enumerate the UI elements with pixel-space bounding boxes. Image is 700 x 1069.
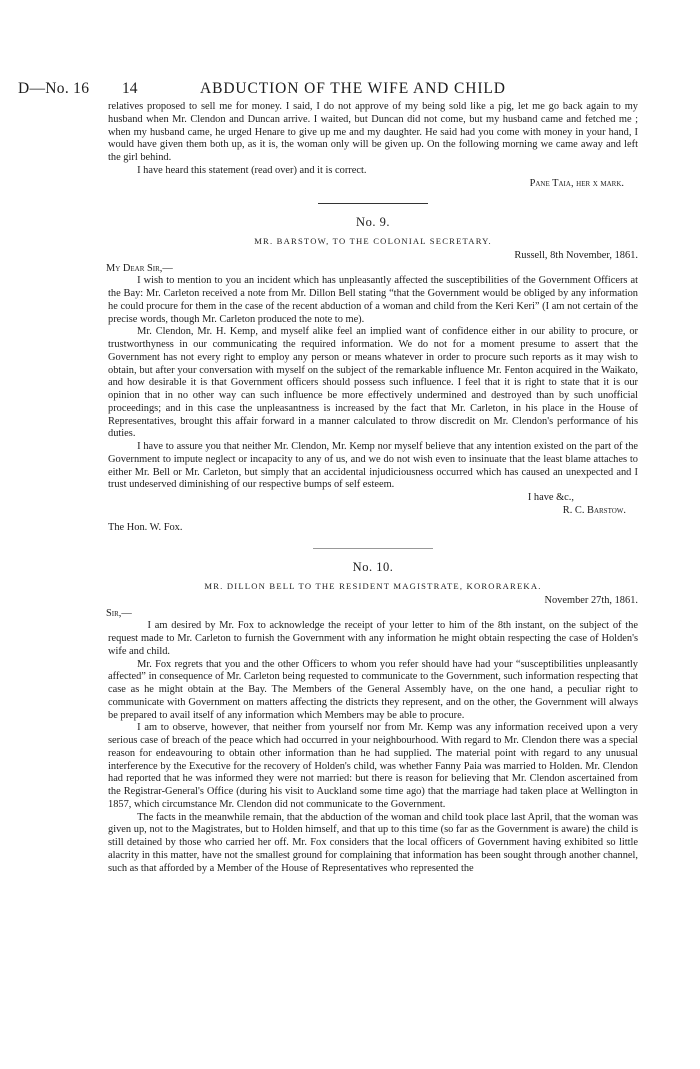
letter-10-salutation: Sir,— [106,607,132,619]
continuation-paragraph: relatives proposed to sell me for money. I said, I do not approve of my being sold like a pig, let me go back again to my husband when Mr. Clendon and Duncan arrive. I waited, but Duncan did not come, but my husband came and fetched me ; when my husband came, he urged Henare to give up me and my daughter. He said had you come with money in your hand, I would have given them both up, as it is, the woman only will be given up. On the following morning we came away and left the girl behind. [108,101,638,163]
letter-10-paragraph: The facts in the meanwhile remain, that the abduction of the woman and child took place last April, that the woman was given up, not to the Magistrates, but to Holden himself, and that up to this time (so far as the Government is aware) the child is still detained by those who carried her off. Mr. Fox considers that the local officers of Government having exhibited so little alacrity in this matter, have not the smallest ground for complaining that information has been sought through another channel, such as that afforded by a Member of the House of Representatives who represented the [108,811,638,874]
running-title: ABDUCTION OF THE WIFE AND CHILD [200,80,506,97]
page-number: 14 [122,80,138,97]
section-divider [318,203,428,204]
letter-10-date: November 27th, 1861. [544,594,638,606]
letter-9-heading: MR. BARSTOW, TO THE COLONIAL SECRETARY. [254,236,492,246]
letter-10-paragraph: Mr. Fox regrets that you and the other Officers to whom you refer should have had your “susceptibilities unpleasantly affected” in consequence of Mr. Carleton being requested to communicate to the Government, such information respecting that case as he might obtain at the Bay. The Members of the General Assembly have, on the one hand, a peculiar right to communicate with Government on matters affecting the districts they represent, and on the other, the Government will always be prepared to avail itself of any information which Members may be able to procure. [108,658,638,721]
letter-9-paragraph: Mr. Clendon, Mr. H. Kemp, and myself alike feel an implied want of confidence either in our ability to procure, or trustworthyness in our communicating the required information. We do not for a moment presume to assert that the Government has not every right to employ any person or means whatever in order to procure such reports as it may wish to obtain, but after your conversation with myself on the subject of the remarkable influence Mr. Fenton acquired in the Waikato, and how desirable it is that Government officers should possess such influence. I feel that it is right to state that it is our opinion that in no other way can such influence be more effectively undermined and destroyed than by such unofficial proceedings; and in this case the unpleasantness is increased by the fact that Mr. Carleton, in his place in the House of Representatives, brought this affair forward in a manner calculated to throw discredit on Mr. Clendon's performance of his duties. [108,326,638,440]
document-body [108,101,638,875]
letter-10-paragraph: I am desired by Mr. Fox to acknowledge the receipt of your letter to him of the 8th instant, on the subject of the request made to Mr. Carleton to furnish the Government with any information he might obtain respecting the case of Holden's wife and child. [108,620,638,657]
letter-10-paragraph: I am to observe, however, that neither from yourself nor from Mr. Kemp was any information received upon a very serious case of breach of the peace which had occurred in your neighbourhood. With regard to Mr. Clendon there was a special reason for endeavouring to obtain other information than he had supplied. The material point with regard to any unusual interference by the Executive for the recovery of Holden's child, was whether Fanny Paia was married to Holden. Mr. Clendon had reported that he was informed they were not married: but there is reason for believing that Mr. Clendon ascertained from the Registrar-General's Office (during his visit to Auckland some time ago) that the marriage had taken place at Wellington in 1857, which circumstance Mr. Clendon did not communicate to the Government. [108,722,638,810]
letter-10-number: No. 10. [352,560,394,575]
letter-9-paragraph: I have to assure you that neither Mr. Clendon, Mr. Kemp nor myself believe that any intention existed on the part of the Government to impute neglect or incapacity to any of us, and we do not wish even to insinuate that the least blame attaches to either Mr. Bell or Mr. Carleton, but simply that an accidental injudiciousness occurred which has caused an unexpected and I trust undeserved diminishing of our respective bumps of self esteem. [108,441,638,491]
section-divider [313,548,433,549]
letter-9-place-date: Russell, 8th November, 1861. [514,249,638,261]
page-header [0,80,700,102]
letter-9-addressee: The Hon. W. Fox. [108,521,183,533]
witness-signature: Pane Taia, her x mark. [529,177,624,189]
letter-9-number: No. 9. [356,215,390,230]
letter-9-paragraph: I wish to mention to you an incident which has unpleasantly affected the susceptibilities of the Government Officers at the Bay: Mr. Carleton received a note from Mr. Dillon Bell stating “that the Government would be obliged by any information he could procure for them in the case of the recent abduction of a woman and child from the Keri Keri” (I am not certain of the precise words, though Mr. Carleton produced the note to me). [108,275,638,325]
letter-10-heading: MR. DILLON BELL TO THE RESIDENT MAGISTRATE, KORORAREKA. [204,581,542,591]
letter-9-salutation: My Dear Sir,— [106,262,173,274]
letter-9-signature: R. C. Barstow. [562,504,626,516]
letter-9-closing: I have &c., [527,492,574,503]
paper-reference: D—No. 16 [18,80,90,97]
statement-line: I have heard this statement (read over) and it is correct. [137,164,367,176]
